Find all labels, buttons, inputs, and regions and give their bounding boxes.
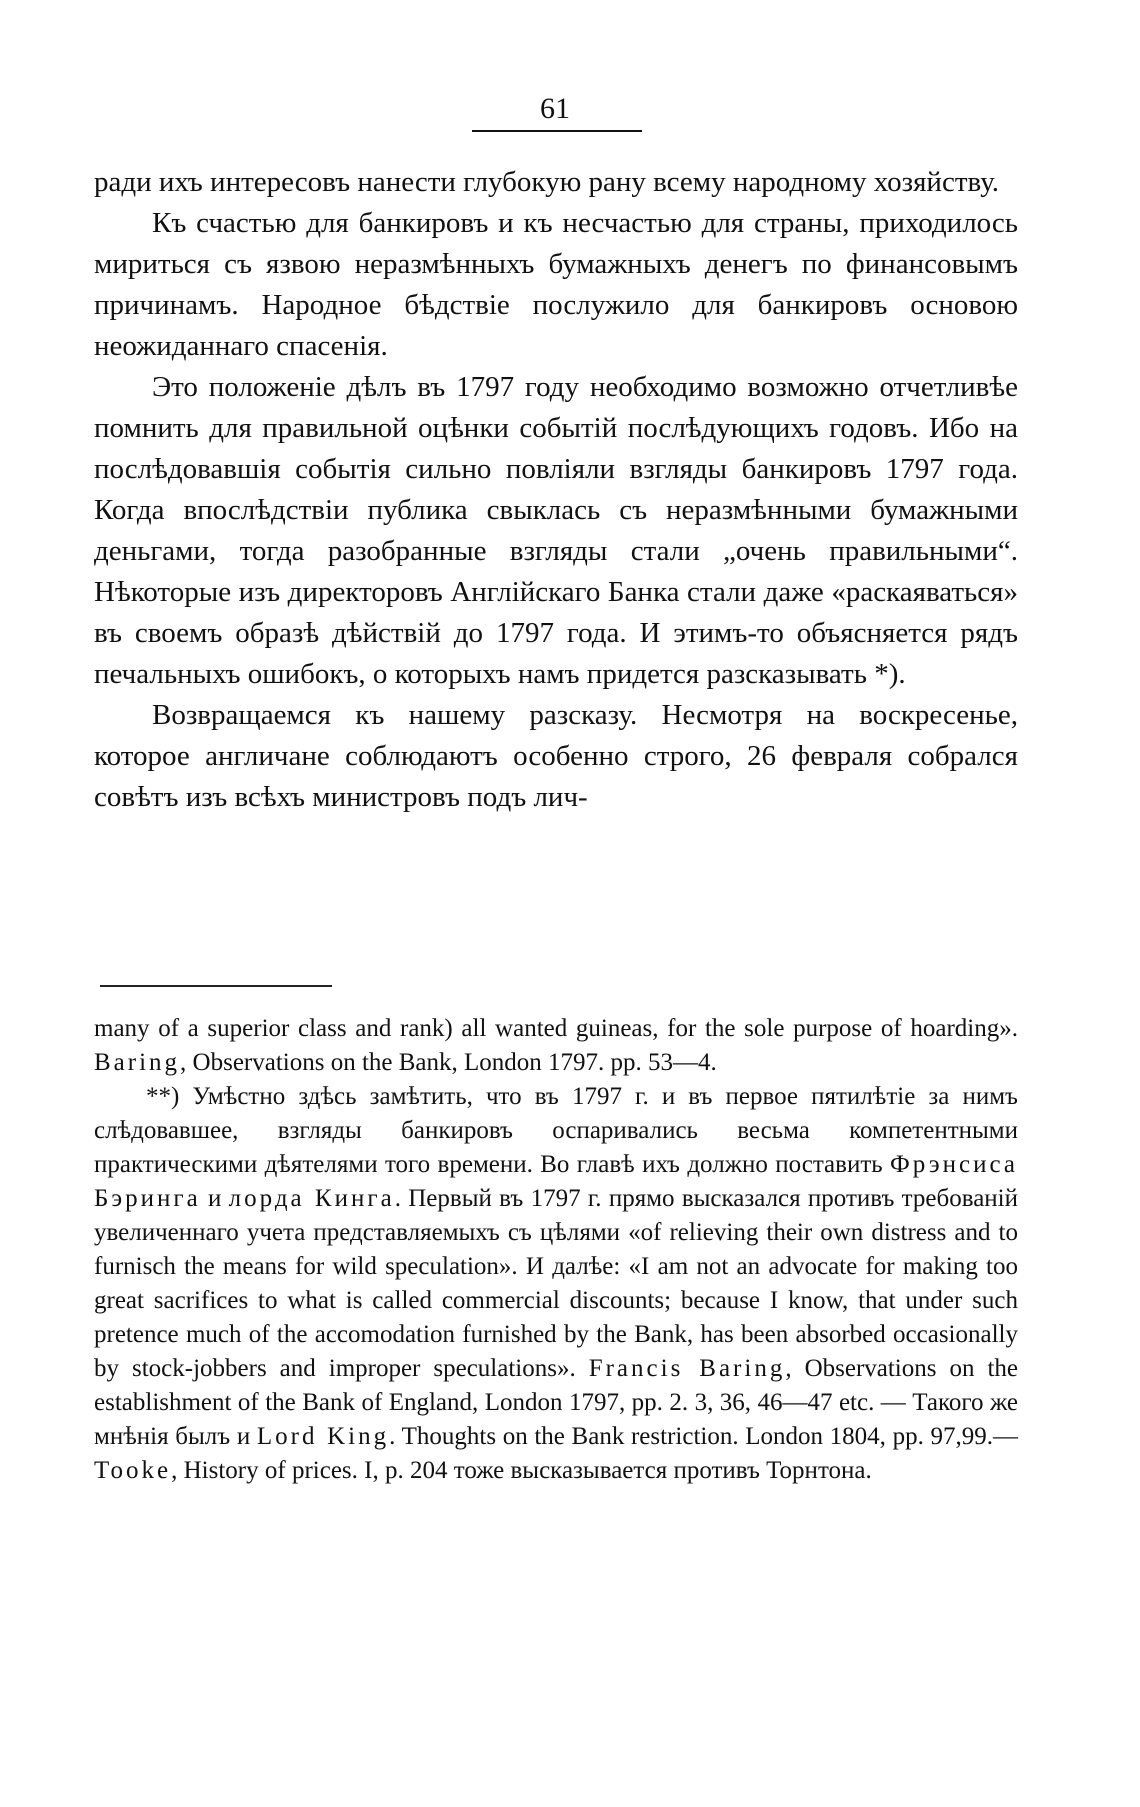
footnote-continuation-source: , Observations on the Bank, London 1797. pp. 53—4.: [180, 1049, 717, 1076]
footnote2-name-lord-king: Lord King: [256, 1423, 390, 1450]
footnote2-text-4: , Observations on the establishment of the Bank of England, London 1797, pp. 2. 3, 36, 46—47 etc. — Такого же мнѣнія былъ и: [94, 1355, 1018, 1450]
page-number-rule: [472, 130, 642, 132]
footnote2-text-5: . Thoughts on the Bank restriction. London 1804, pp. 97,99.—: [389, 1423, 1018, 1450]
footnote2-name-tooke: Tooke: [94, 1457, 172, 1484]
footnote2-name-francis-baring-ru: Фрэнсиса Бэринга: [94, 1151, 1018, 1212]
footnotes: [94, 1012, 1018, 1488]
paragraph-return-to-story: Возвращаемся къ нашему разсказу. Несмотря на воскресенье, которое англичане соблюдаютъ особенно строго, 26 февраля собрался совѣтъ изъ всѣхъ министровъ подъ лич-: [94, 699, 1018, 813]
footnote2-name-lord-king-ru: лорда Кинга: [228, 1185, 395, 1212]
footnote2-text-6: , History of prices. I, p. 204 тоже высказывается противъ Торнтона.: [171, 1457, 872, 1484]
footnote-rule: [100, 985, 332, 987]
paragraph-bankers-fortune: Къ счастью для банкировъ и къ несчастью для страны, приходилось мириться съ язвою неразмѣнныхъ бумажныхъ денегъ по финансовымъ причинамъ. Народное бѣдствіе послужило для банкировъ основою неожиданнаго спасенія.: [94, 207, 1018, 362]
main-text: [94, 162, 1018, 818]
footnote-author-baring: Baring: [94, 1049, 181, 1076]
paragraph-1797-situation: Это положеніе дѣлъ въ 1797 году необходимо возможно отчетливѣе помнить для правильной оцѣнки событій послѣдующихъ годовъ. Ибо на послѣдовавшія событія сильно повліяли взгляды банкировъ 1797 года. Когда впослѣдствіи публика свыклась съ неразмѣнными бумажными деньгами, тогда разобранные взгляды стали „очень правильными“. Нѣкоторые изъ директоровъ Англійскаго Банка стали даже «раскаяваться» въ своемъ образѣ дѣйствій до 1797 года. И этимъ-то объясняется рядъ печальныхъ ошибокъ, о которыхъ намъ придется разсказывать *).: [94, 371, 1018, 690]
footnote2-text-3: . Первый въ 1797 г. прямо высказался противъ требованій увеличеннаго учета представляемыхъ съ цѣлями «of relieving their own distress and to furnisch the means for wild speculation». И далѣе: «I am not an advocate for making too great sacrifices to what is called commercial discounts; because I know, that under such pretence much of the accomodation furnished by the Bank, has been absorbed occasionally by stock-jobbers and improper speculations».: [94, 1185, 1019, 1382]
footnote-continuation-text: many of a superior class and rank) all wanted guineas, for the sole purpose of hoarding».: [94, 1015, 1018, 1042]
footnote2-name-francis-baring: Francis Baring: [588, 1355, 786, 1382]
footnote-continuation: [94, 1012, 1018, 1080]
paragraph-continuation: ради ихъ интересовъ нанести глубокую рану всему народному хозяйству.: [94, 166, 1000, 198]
page-number: 61: [540, 92, 570, 125]
footnote-double-star: [94, 1080, 1018, 1488]
footnote2-text-1: **) Умѣстно здѣсь замѣтить, что въ 1797 г. и въ первое пятилѣтіе за нимъ слѣдовавшее, взгляды банкировъ оспаривались весьма компетентными практическими дѣятелями того времени. Во главѣ ихъ должно поставить: [94, 1083, 1018, 1178]
footnote2-text-2: и: [200, 1185, 229, 1212]
